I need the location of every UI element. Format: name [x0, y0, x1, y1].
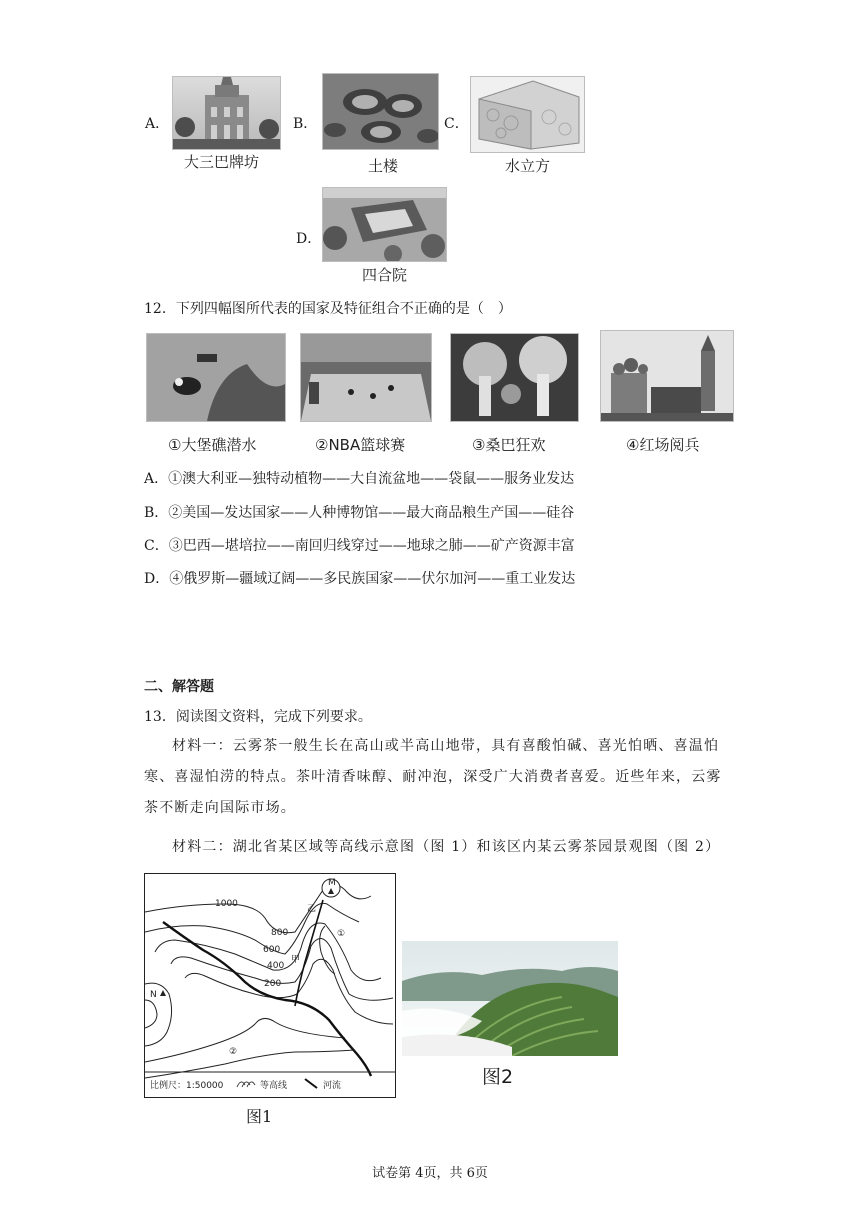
- q12-stem: 12．下列四幅图所代表的国家及特征组合不正确的是（ ）: [144, 301, 512, 317]
- label-two: ②: [229, 1047, 238, 1057]
- q13-stem: 13．阅读图文资料，完成下列要求。: [144, 709, 372, 725]
- legend-river: 河流: [323, 1081, 342, 1091]
- q12-option-b: B．②美国—发达国家——人种博物馆——最大商品粮生产国——硅谷: [144, 505, 575, 521]
- legend-scale: 比例尺：1:50000: [150, 1081, 224, 1091]
- photo-tulou: [322, 73, 439, 150]
- samba-dancers-drawing: [451, 334, 578, 421]
- contour-label-800: 800: [271, 928, 289, 938]
- contour-west-2: [145, 1000, 157, 1028]
- photo-siheyuan: [322, 187, 447, 262]
- q12-image-3-caption: ③桑巴狂欢: [472, 436, 546, 454]
- caption-a: 大三巴牌坊: [184, 153, 260, 171]
- peak-n-label: N: [150, 990, 157, 1000]
- fig2-caption: 图2: [482, 1066, 514, 1088]
- option-b-letter: B．: [293, 116, 318, 132]
- option-c-letter: C．: [444, 116, 469, 132]
- contour-label-400: 400: [267, 961, 285, 971]
- q12-option-d: D．④俄罗斯—疆域辽阔——多民族国家——伏尔加河——重工业发达: [144, 571, 576, 587]
- q13-material-2: 材料二：湖北省某区域等高线示意图（图 1）和该区内某云雾茶园景观图（图 2）: [172, 839, 721, 855]
- contour-south-1: [145, 1018, 345, 1062]
- siheyuan-drawing: [323, 188, 446, 261]
- contour-label-200: 200: [264, 979, 282, 989]
- caption-c: 水立方: [505, 157, 551, 175]
- ruins-facade-drawing: [173, 77, 280, 149]
- photo-ruins-of-st-paul: [172, 76, 281, 150]
- legend-contour: 等高线: [260, 1081, 288, 1091]
- reef-diving-drawing: [147, 334, 285, 421]
- contour-label-600: 600: [263, 945, 281, 955]
- q12-image-4-caption: ④红场阅兵: [626, 436, 700, 454]
- contour-200: [185, 959, 393, 1024]
- q12-image-1-caption: ①大堡礁潜水: [168, 436, 257, 454]
- tulou-drawing: [323, 74, 438, 149]
- contour-ridge: [320, 926, 335, 974]
- label-jia: 甲: [291, 955, 301, 965]
- q12-option-c: C．③巴西—堪培拉——南回归线穿过——地球之肺——矿产资源丰富: [144, 538, 575, 554]
- fig1-caption: 图1: [246, 1107, 273, 1126]
- water-cube-drawing: [471, 77, 584, 152]
- legend-contour-symbol: [237, 1082, 255, 1087]
- nba-court-drawing: [301, 334, 431, 421]
- q13-material-1: 材料一：云雾茶一般生长在高山或半高山地带，具有喜酸怕碱、喜光怕晒、喜温怕寒、喜湿怕涝的特点。茶叶清香味醇、耐冲泡，深受广大消费者喜爱。近些年来，云雾茶不断走向国际市场。: [144, 738, 722, 816]
- caption-b: 土楼: [368, 157, 399, 175]
- label-one: ①: [337, 929, 346, 939]
- option-a-letter: A．: [145, 116, 170, 132]
- contour-label-1000: 1000: [215, 899, 238, 909]
- q12-option-a: A．①澳大利亚—独特动植物——大自流盆地——袋鼠——服务业发达: [144, 471, 575, 487]
- red-square-drawing: [601, 331, 733, 421]
- page-footer: 试卷第 4页，共 6页: [372, 1166, 488, 1181]
- tea-garden-photo: [402, 941, 618, 1056]
- caption-d: 四合院: [362, 266, 408, 284]
- contour-map: [144, 873, 396, 1098]
- q12-image-2-caption: ②NBA篮球赛: [315, 436, 406, 454]
- photo-samba-carnival: [450, 333, 579, 422]
- tea-garden-drawing: [402, 941, 618, 1056]
- option-d-letter: D．: [296, 231, 322, 247]
- photo-red-square-parade: [600, 330, 734, 422]
- label-yi: 乙: [307, 904, 317, 914]
- contour-west-1: [145, 983, 172, 1046]
- legend-river-symbol: [305, 1079, 317, 1088]
- peak-n-triangle: [160, 990, 166, 996]
- photo-reef-diving: [146, 333, 286, 422]
- photo-nba-game: [300, 333, 432, 422]
- photo-water-cube: [470, 76, 585, 153]
- contour-800: [145, 903, 359, 954]
- section-title: 二、解答题: [144, 679, 214, 695]
- contour-south-2: [145, 1050, 355, 1078]
- peak-m-label: M: [328, 878, 336, 888]
